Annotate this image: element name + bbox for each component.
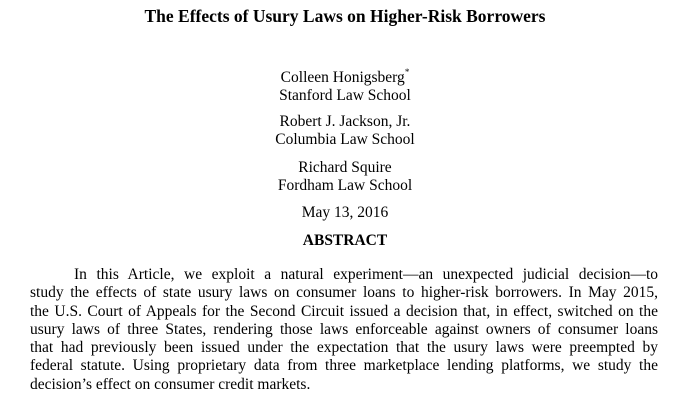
author-name: Robert J. Jackson, Jr. [279, 113, 411, 130]
author-affiliation: Columbia Law School [275, 131, 415, 148]
author-block-2 [0, 113, 690, 149]
author-affiliation: Fordham Law School [277, 177, 413, 194]
author-name: Colleen Honigsberg [280, 69, 405, 86]
abstract-line: the U.S. Court of Appeals for the Second Circuit issued a decision that, in effect, switched on the [30, 302, 658, 320]
abstract-body [30, 266, 658, 394]
author-block-3 [0, 159, 690, 195]
abstract-line: study the effects of state usury laws on consumer loans to higher-risk borrowers. In May 2015, [30, 284, 658, 302]
author-block-1 [0, 69, 690, 105]
abstract-line: decision’s effect on consumer credit markets. [30, 375, 311, 393]
abstract-line: federal statute. Using proprietary data from three marketplace lending platforms, we study the [30, 357, 658, 375]
author-affiliation: Stanford Law School [279, 87, 411, 104]
footnote-mark[interactable]: * [404, 67, 410, 77]
abstract-line: In this Article, we exploit a natural experiment—an unexpected judicial decision—to [74, 266, 658, 283]
paper-date: May 13, 2016 [301, 204, 389, 221]
author-name: Richard Squire [298, 159, 392, 176]
abstract-line: that had previously been issued under the expectation that the usury laws were preempted by [30, 339, 658, 357]
paper-title: The Effects of Usury Laws on Higher-Risk Borrowers [144, 6, 546, 26]
abstract-heading: ABSTRACT [302, 232, 388, 249]
abstract-line: usury laws of three States, rendering those laws enforceable against owners of consumer loans [30, 320, 658, 338]
